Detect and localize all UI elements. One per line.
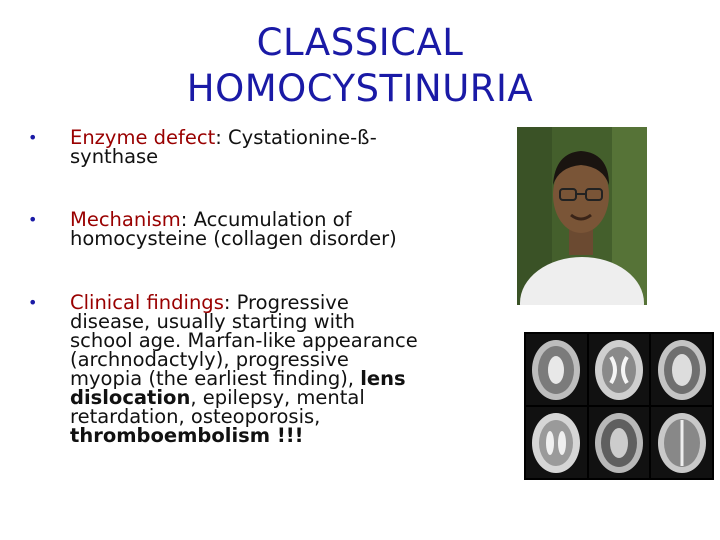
bullet-text: myopia (the earliest finding), (70, 367, 361, 390)
bullet-text: school age. Marfan-like appearance (70, 329, 418, 352)
bold-text: dislocation (70, 386, 191, 409)
bullet-dot: • (28, 128, 38, 147)
bullet-enzyme-defect (28, 128, 377, 166)
term-separator: : (223, 291, 237, 314)
bullet-text: , epilepsy, mental (190, 386, 365, 409)
title-line-2: HOMOCYSTINURIA (186, 67, 534, 110)
mri-scan (526, 407, 587, 478)
bullet-mechanism (28, 210, 397, 248)
term-mechanism: Mechanism (70, 208, 181, 231)
title-line-1: CLASSICAL (256, 21, 464, 64)
term-clinical-findings: Clinical findings (70, 291, 224, 314)
mri-scan (651, 334, 712, 405)
mri-scan (589, 407, 650, 478)
bullet-text: Progressive (236, 291, 349, 314)
bullet-clinical-findings (28, 293, 418, 445)
patient-photo (517, 127, 647, 305)
term-separator: : (180, 208, 194, 231)
bold-text: lens (360, 367, 406, 390)
brain-mri-scans (524, 332, 714, 480)
bullet-dot: • (28, 210, 38, 229)
mri-scan (651, 407, 712, 478)
patient-photo-illustration (517, 127, 647, 305)
bullet-text: retardation, osteoporosis, (70, 405, 321, 428)
term-enzyme-defect: Enzyme defect (70, 126, 216, 149)
bullet-text: (archnodactyly), progressive (70, 348, 349, 371)
term-separator: : (215, 126, 229, 149)
bullet-text: disease, usually starting with (70, 310, 355, 333)
mri-scan (589, 334, 650, 405)
bold-text: !!! (270, 424, 304, 447)
bullet-dot: • (28, 293, 38, 312)
slide-title (140, 20, 580, 112)
bullet-text: Accumulation of (193, 208, 352, 231)
bullet-text: Cystationine-ß- (228, 126, 377, 149)
bullet-text: synthase (70, 145, 159, 168)
bold-text: thromboembolism (70, 424, 271, 447)
mri-scan (526, 334, 587, 405)
bullet-text: homocysteine (collagen disorder) (70, 227, 397, 250)
